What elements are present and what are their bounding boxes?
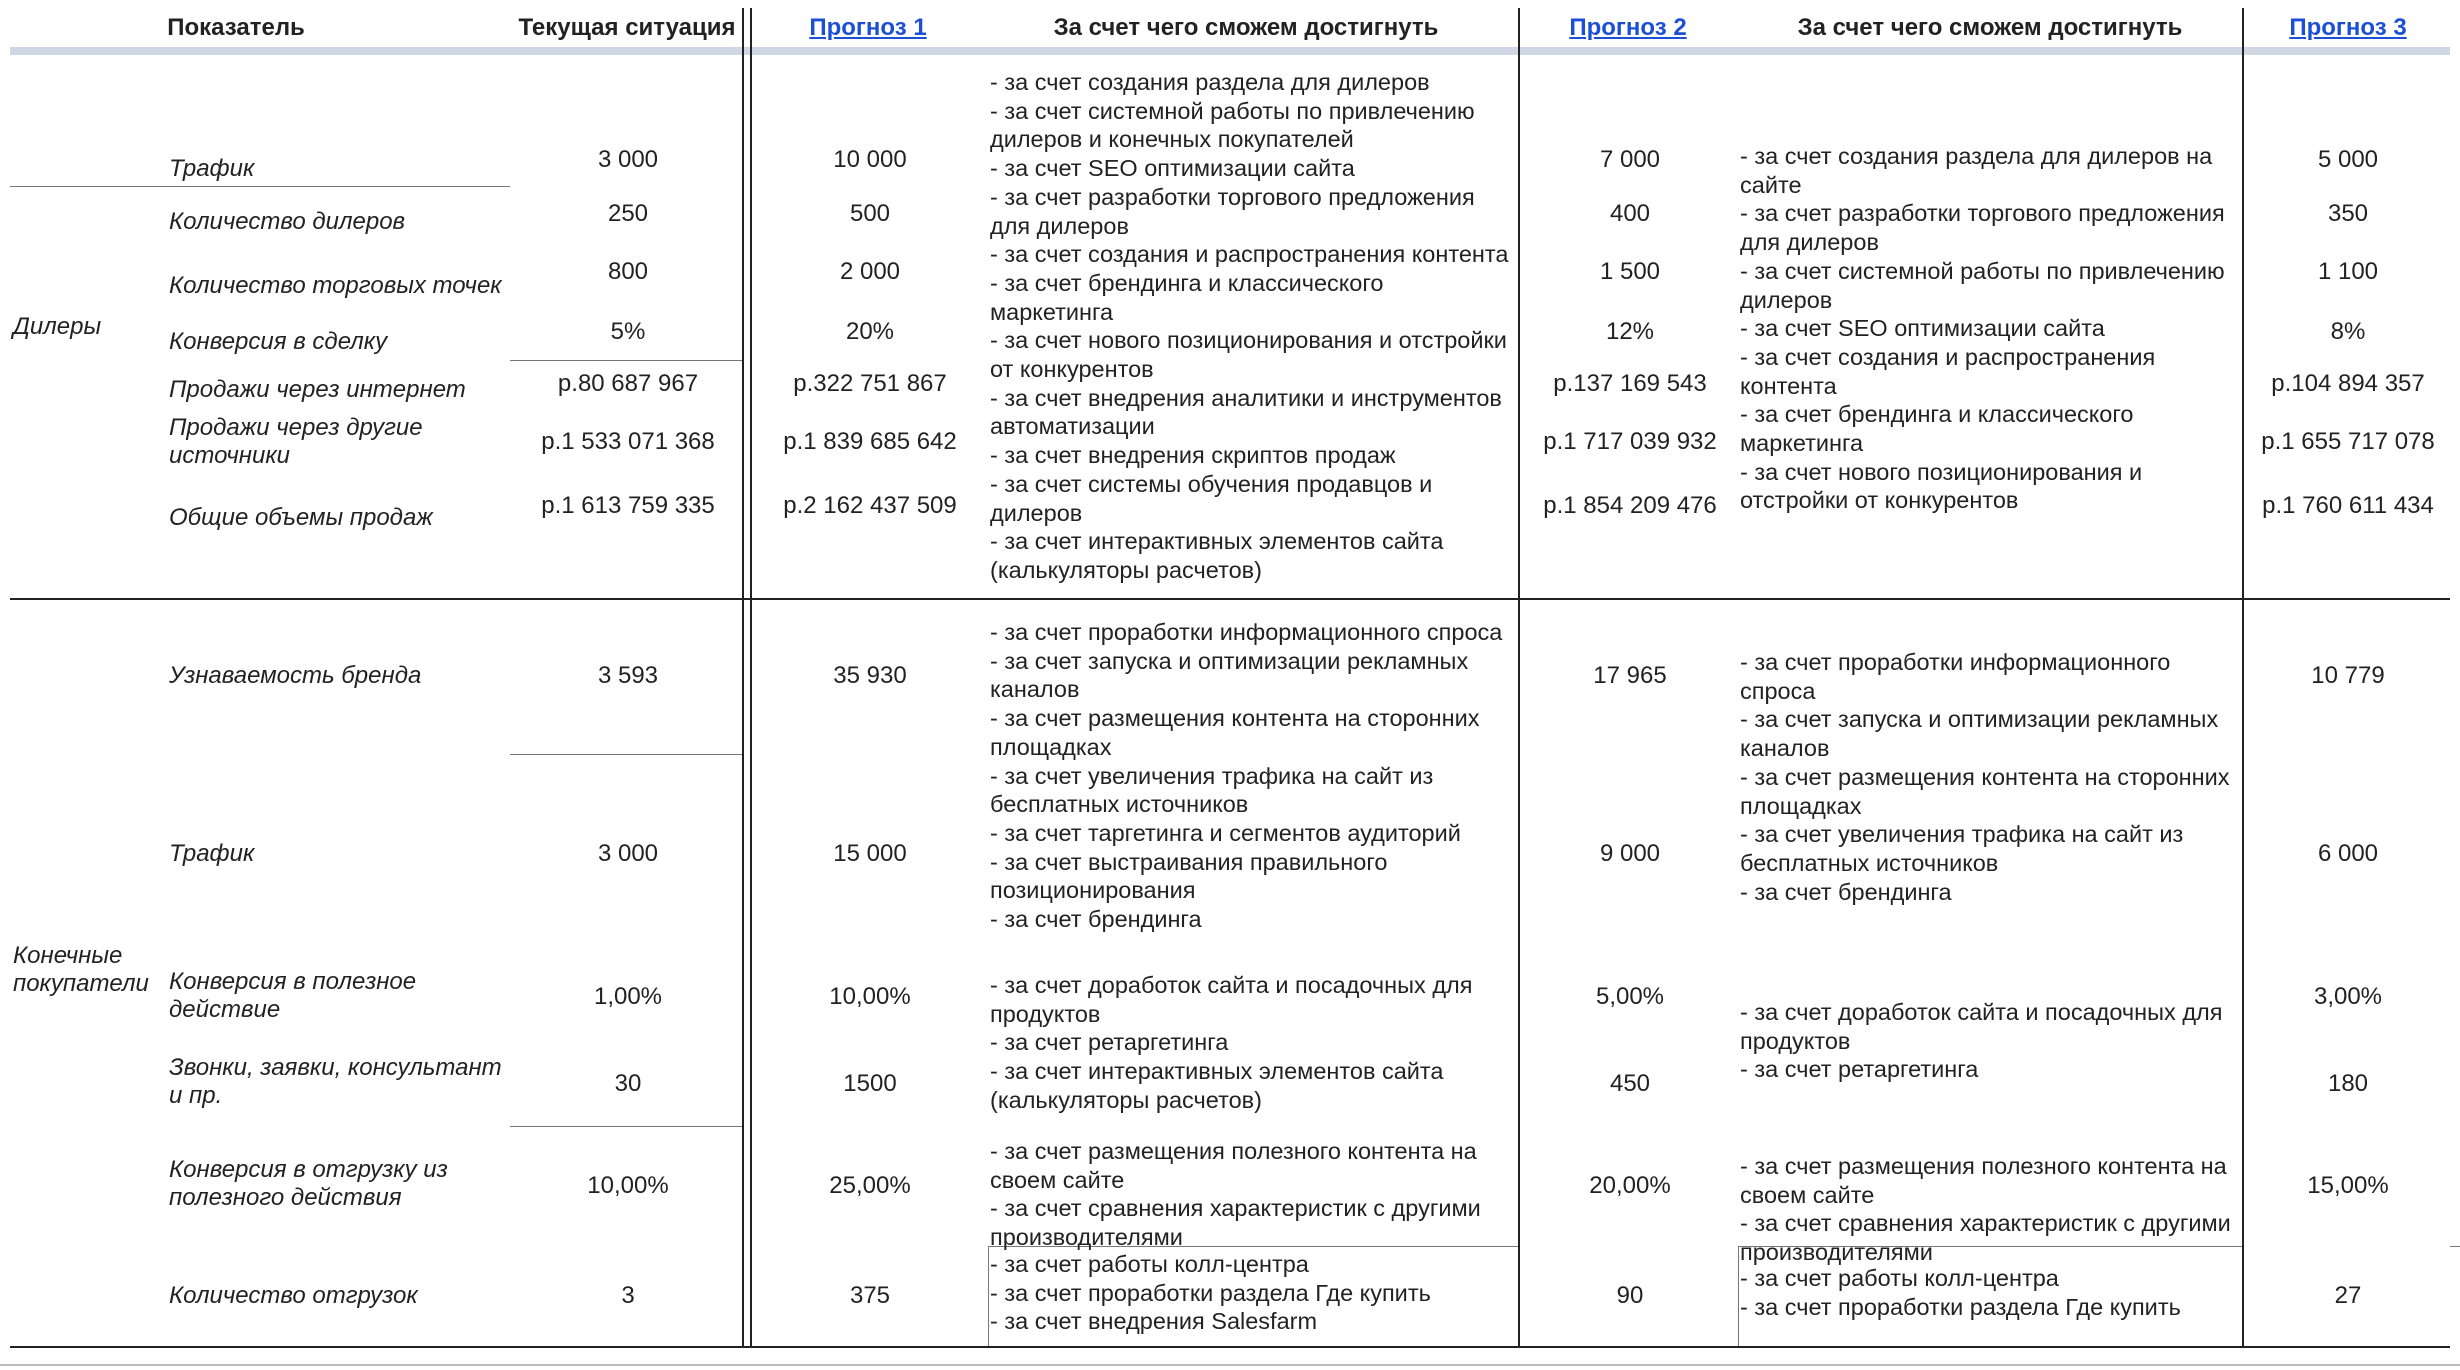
cell-current[interactable]: 250 <box>607 200 649 227</box>
cell-border <box>1738 1246 1739 1346</box>
row-label: Узнаваемость бренда <box>169 662 422 689</box>
cell-current[interactable]: 3 593 <box>597 662 659 689</box>
cell-forecast1[interactable]: 375 <box>849 1282 891 1309</box>
cell-current[interactable]: 30 <box>614 1070 642 1097</box>
cell-forecast2[interactable]: 12% <box>1605 318 1655 345</box>
cell-forecast3[interactable]: 180 <box>2327 1070 2369 1097</box>
reasons-forecast2-conversion[interactable]: - за счет доработок сайта и посадочных для продуктов - за счет ретаргетинга <box>1740 999 2223 1083</box>
cell-forecast3[interactable]: 350 <box>2327 200 2369 227</box>
row-label: Звонки, заявки, консультант и пр. <box>169 1054 502 1109</box>
cell-current[interactable]: 3 000 <box>597 840 659 867</box>
cell-current[interactable]: 5% <box>610 318 646 345</box>
cell-forecast3[interactable]: 27 <box>2334 1282 2362 1309</box>
cell-forecast3[interactable]: 1 100 <box>2317 258 2379 285</box>
cell-current[interactable]: 3 000 <box>597 146 659 173</box>
cell-forecast2[interactable]: 1 500 <box>1599 258 1661 285</box>
row-label: Трафик <box>169 840 255 867</box>
cell-forecast3[interactable]: р.104 894 357 <box>2271 370 2425 397</box>
cell-forecast2[interactable]: р.1 717 039 932 <box>1543 428 1717 455</box>
group-label-buyers: Конечные покупатели <box>13 942 149 997</box>
header-indicator: Показатель <box>167 14 305 41</box>
cell-forecast1[interactable]: 35 930 <box>833 662 907 689</box>
cell-forecast3[interactable]: 5 000 <box>2317 146 2379 173</box>
cell-forecast1[interactable]: р.2 162 437 509 <box>783 492 957 519</box>
reasons-forecast1-shipments[interactable]: - за счет работы колл-центра - за счет проработки раздела Где купить - за счет внедрения Salesfarm <box>990 1251 1431 1335</box>
reasons-forecast1-conversion[interactable]: - за счет доработок сайта и посадочных для продуктов - за счет ретаргетинга - за счет интерактивных элементов сайта (калькуляторы расчетов) <box>990 972 1473 1113</box>
divider-how1-forecast2 <box>1518 8 1520 1346</box>
row-label: Конверсия в сделку <box>169 328 388 355</box>
cell-current[interactable]: р.80 687 967 <box>557 370 699 397</box>
row-divider <box>10 186 510 187</box>
row-label: Конверсия в полезное действие <box>169 968 417 1023</box>
header-current: Текущая ситуация <box>518 14 736 41</box>
cell-forecast1[interactable]: 2 000 <box>839 258 901 285</box>
group-label-dealers: Дилеры <box>13 313 102 340</box>
cell-forecast3[interactable]: 8% <box>2330 318 2366 345</box>
cell-forecast3[interactable]: 15,00% <box>2307 1172 2389 1199</box>
cell-forecast1[interactable]: 500 <box>849 200 891 227</box>
row-label: Количество дилеров <box>169 208 406 235</box>
row-divider <box>510 754 742 755</box>
cell-forecast1[interactable]: 10 000 <box>833 146 907 173</box>
cell-forecast1[interactable]: 15 000 <box>833 840 907 867</box>
header-how1: За счет чего сможем достигнуть <box>1053 14 1439 41</box>
sheet-bottom-edge <box>0 1364 2460 1366</box>
reasons-forecast1-awareness-traffic[interactable]: - за счет проработки информационного спроса - за счет запуска и оптимизации рекламных каналов - за счет размещения контента на сторонних площадках - за счет увеличения трафика на сайт из бесплатных источников - за счет таргетинга и сегментов аудиторий - за счет выстраивания правильного позиционирования - за счет брендинга <box>990 619 1503 933</box>
cell-forecast3[interactable]: 3,00% <box>2313 983 2383 1010</box>
row-label: Количество отгрузок <box>169 1282 418 1309</box>
cell-forecast2[interactable]: 90 <box>1616 1282 1644 1309</box>
cell-current[interactable]: р.1 533 071 368 <box>541 428 715 455</box>
cell-current[interactable]: р.1 613 759 335 <box>541 492 715 519</box>
row-label: Конверсия в отгрузку из полезного действия <box>169 1156 448 1211</box>
cell-forecast2[interactable]: 400 <box>1609 200 1651 227</box>
cell-border <box>988 1246 989 1346</box>
reasons-forecast2-shipment-conversion[interactable]: - за счет размещения полезного контента на своем сайте - за счет сравнения характеристик с другими производителями <box>1740 1153 2231 1266</box>
cell-current[interactable]: 800 <box>607 258 649 285</box>
cell-forecast1[interactable]: 1500 <box>843 1070 897 1097</box>
cell-forecast3[interactable]: р.1 655 717 078 <box>2261 428 2435 455</box>
row-divider <box>510 1126 742 1127</box>
cell-current[interactable]: 3 <box>621 1282 635 1309</box>
cell-forecast3[interactable]: 10 779 <box>2311 662 2385 689</box>
cell-forecast1[interactable]: 20% <box>845 318 895 345</box>
divider-forecast1-sep <box>750 8 752 1346</box>
cell-border <box>2450 1246 2460 1247</box>
cell-forecast2[interactable]: 9 000 <box>1599 840 1661 867</box>
group-divider <box>10 598 2450 600</box>
row-label: Продажи через интернет <box>169 376 466 403</box>
cell-current[interactable]: 10,00% <box>587 1172 669 1199</box>
cell-forecast1[interactable]: р.322 751 867 <box>793 370 947 397</box>
cell-forecast1[interactable]: 10,00% <box>829 983 911 1010</box>
cell-current[interactable]: 1,00% <box>593 983 663 1010</box>
reasons-forecast2-awareness-traffic[interactable]: - за счет проработки информационного спроса - за счет запуска и оптимизации рекламных каналов - за счет размещения контента на сторонних площадках - за счет увеличения трафика на сайт из бесплатных источников - за счет брендинга <box>1740 649 2230 905</box>
reasons-forecast2-shipments[interactable]: - за счет работы колл-центра - за счет проработки раздела Где купить <box>1740 1265 2181 1320</box>
cell-forecast1[interactable]: 25,00% <box>829 1172 911 1199</box>
forecast3-link[interactable]: Прогноз 3 <box>2289 14 2407 41</box>
divider-how2-forecast3 <box>2242 8 2244 1346</box>
cell-forecast2[interactable]: 20,00% <box>1589 1172 1671 1199</box>
header-how2: За счет чего сможем достигнуть <box>1797 14 2183 41</box>
table-bottom <box>10 1346 2450 1348</box>
cell-forecast2[interactable]: 5,00% <box>1595 983 1665 1010</box>
cell-forecast2[interactable]: р.1 854 209 476 <box>1543 492 1717 519</box>
row-label: Продажи через другие источники <box>169 414 423 469</box>
header-band <box>10 47 2450 55</box>
forecast2-link[interactable]: Прогноз 2 <box>1569 14 1687 41</box>
cell-forecast3[interactable]: 6 000 <box>2317 840 2379 867</box>
reasons-forecast2-dealers[interactable]: - за счет создания раздела для дилеров на сайте - за счет разработки торгового предложения для дилеров - за счет системной работы по привлечению дилеров - за счет SEO оптимизации сайта - за счет создания и распространения контента - за счет брендинга и классического маркетинга - за счет нового позиционирования и отстройки от конкурентов <box>1740 143 2225 514</box>
cell-forecast3[interactable]: р.1 760 611 434 <box>2262 492 2434 519</box>
row-label: Общие объемы продаж <box>169 504 433 531</box>
divider-current-forecast1 <box>742 8 744 1346</box>
forecast1-link[interactable]: Прогноз 1 <box>809 14 927 41</box>
row-label: Трафик <box>169 155 255 182</box>
cell-forecast2[interactable]: 7 000 <box>1599 146 1661 173</box>
reasons-forecast1-shipment-conversion[interactable]: - за счет размещения полезного контента на своем сайте - за счет сравнения характеристик с другими производителями <box>990 1138 1481 1251</box>
cell-forecast1[interactable]: р.1 839 685 642 <box>783 428 957 455</box>
cell-forecast2[interactable]: 17 965 <box>1593 662 1667 689</box>
cell-forecast2[interactable]: р.137 169 543 <box>1553 370 1707 397</box>
row-divider <box>510 360 742 361</box>
reasons-forecast1-dealers[interactable]: - за счет создания раздела для дилеров - за счет системной работы по привлечению дилеров и конечных покупателей - за счет SEO оптимизации сайта - за счет разработки торгового предложения для дилеров - за счет создания и распространения контента - за счет брендинга и классического маркетинга - за счет нового позиционирования и отстройки от конкурентов - за счет внедрения аналитики и инструментов автоматизации - за счет внедрения скриптов продаж - за счет системы обучения продавцов и дилеров - за счет интерактивных элементов сайта (калькуляторы расчетов) <box>990 69 1509 583</box>
cell-forecast2[interactable]: 450 <box>1609 1070 1651 1097</box>
row-label: Количество торговых точек <box>169 272 502 299</box>
